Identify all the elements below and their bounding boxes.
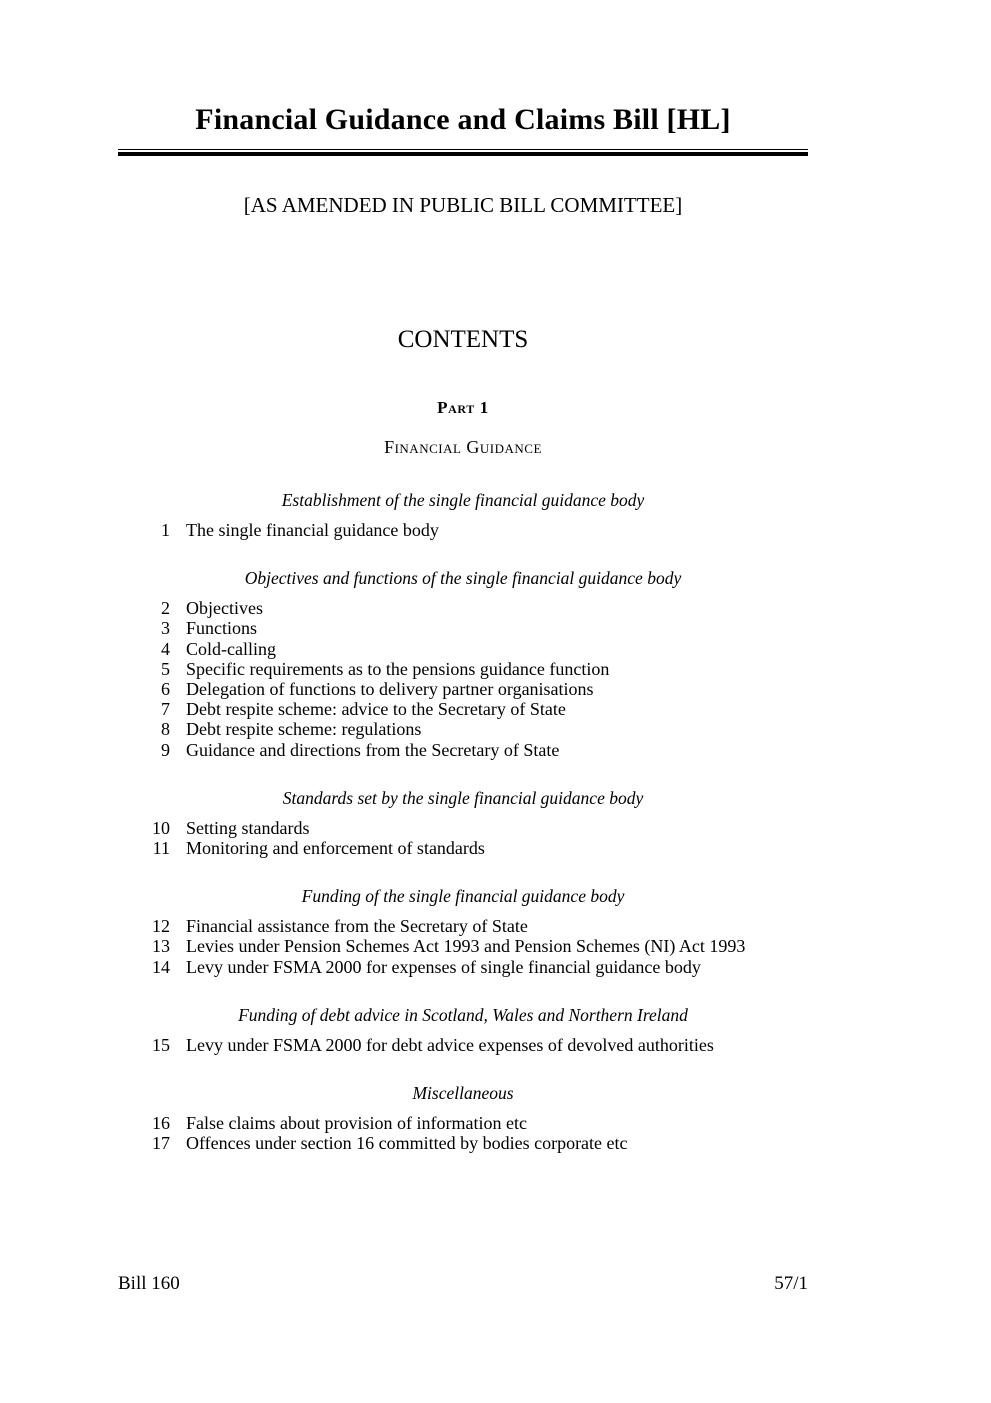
contents-entry[interactable] bbox=[118, 1113, 808, 1133]
amendment-note: [AS AMENDED IN PUBLIC BILL COMMITTEE] bbox=[243, 193, 683, 217]
entry-number: 8 bbox=[161, 719, 170, 740]
group-heading: Objectives and functions of the single financial guidance body bbox=[244, 568, 682, 589]
entry-title: Financial assistance from the Secretary of State bbox=[186, 916, 528, 937]
part-label: Part 1 bbox=[437, 398, 489, 417]
entry-number: 7 bbox=[161, 699, 170, 720]
entry-title: Levy under FSMA 2000 for debt advice expenses of devolved authorities bbox=[186, 1034, 714, 1055]
entry-title: Levy under FSMA 2000 for expenses of single financial guidance body bbox=[186, 956, 701, 977]
title-rule-thick bbox=[118, 152, 808, 156]
contents-entry[interactable] bbox=[118, 740, 808, 760]
contents-group bbox=[118, 1083, 808, 1153]
page-footer bbox=[118, 1273, 808, 1295]
group-heading: Establishment of the single financial guidance body bbox=[281, 489, 645, 510]
entry-title: Debt respite scheme: advice to the Secretary of State bbox=[186, 699, 566, 720]
contents-group bbox=[118, 568, 808, 760]
entry-title: Functions bbox=[186, 618, 258, 639]
group-heading: Funding of the single financial guidance body bbox=[301, 886, 625, 907]
entry-number: 1 bbox=[161, 519, 170, 540]
entry-number: 13 bbox=[152, 936, 170, 957]
group-heading: Miscellaneous bbox=[412, 1083, 514, 1104]
entry-title: Specific requirements as to the pensions guidance function bbox=[186, 658, 610, 679]
entry-number: 17 bbox=[152, 1133, 170, 1154]
contents-entry[interactable] bbox=[118, 957, 808, 977]
entry-title: Cold-calling bbox=[186, 638, 276, 659]
contents-group bbox=[118, 490, 808, 540]
entry-title: Levies under Pension Schemes Act 1993 and Pension Schemes (NI) Act 1993 bbox=[186, 936, 746, 957]
contents-entry[interactable] bbox=[118, 838, 808, 858]
bill-number: Bill 160 bbox=[118, 1273, 180, 1294]
entry-title: Objectives bbox=[186, 598, 263, 619]
entry-list bbox=[118, 818, 808, 858]
entry-title: Offences under section 16 committed by bodies corporate etc bbox=[186, 1133, 628, 1154]
entry-number: 12 bbox=[152, 916, 170, 937]
part-title: Financial Guidance bbox=[384, 437, 542, 458]
entry-title: Setting standards bbox=[186, 817, 310, 838]
group-heading: Standards set by the single financial guidance body bbox=[282, 787, 644, 808]
contents-heading: CONTENTS bbox=[397, 326, 529, 353]
contents-entry[interactable] bbox=[118, 818, 808, 838]
entry-list bbox=[118, 1035, 808, 1055]
contents-entry[interactable] bbox=[118, 699, 808, 719]
contents-entry[interactable] bbox=[118, 679, 808, 699]
entry-number: 2 bbox=[161, 598, 170, 619]
contents-group bbox=[118, 788, 808, 858]
table-of-contents bbox=[118, 398, 808, 1153]
contents-entry[interactable] bbox=[118, 618, 808, 638]
entry-list bbox=[118, 598, 808, 760]
contents-entry[interactable] bbox=[118, 639, 808, 659]
entry-title: Monitoring and enforcement of standards bbox=[186, 838, 485, 859]
contents-group bbox=[118, 886, 808, 977]
entry-number: 9 bbox=[161, 739, 170, 760]
entry-number: 11 bbox=[152, 838, 170, 859]
entry-number: 15 bbox=[152, 1034, 170, 1055]
contents-groups bbox=[118, 490, 808, 1153]
entry-number: 14 bbox=[152, 956, 170, 977]
entry-list bbox=[118, 916, 808, 977]
entry-title: False claims about provision of information etc bbox=[186, 1113, 527, 1134]
title-double-rule bbox=[118, 149, 808, 156]
entry-number: 6 bbox=[161, 679, 170, 699]
entry-title: Delegation of functions to delivery partner organisations bbox=[186, 679, 594, 699]
contents-entry[interactable] bbox=[118, 598, 808, 618]
contents-entry[interactable] bbox=[118, 936, 808, 956]
entry-number: 3 bbox=[161, 618, 170, 639]
entry-title: Guidance and directions from the Secretary of State bbox=[186, 739, 560, 760]
contents-entry[interactable] bbox=[118, 520, 808, 540]
contents-entry[interactable] bbox=[118, 1035, 808, 1055]
entry-number: 16 bbox=[152, 1113, 170, 1134]
contents-entry[interactable] bbox=[118, 659, 808, 679]
contents-group bbox=[118, 1005, 808, 1055]
title-rule-thin bbox=[118, 149, 808, 150]
contents-entry[interactable] bbox=[118, 916, 808, 936]
entry-list bbox=[118, 520, 808, 540]
contents-entry[interactable] bbox=[118, 1133, 808, 1153]
entry-title: Debt respite scheme: regulations bbox=[186, 719, 422, 740]
entry-title: The single financial guidance body bbox=[186, 519, 439, 540]
page-reference: 57/1 bbox=[774, 1273, 808, 1294]
entry-list bbox=[118, 1113, 808, 1153]
entry-number: 4 bbox=[161, 638, 170, 659]
entry-number: 5 bbox=[161, 658, 170, 679]
entry-number: 10 bbox=[152, 817, 170, 838]
group-heading: Funding of debt advice in Scotland, Wales and Northern Ireland bbox=[238, 1004, 688, 1025]
title-block bbox=[118, 103, 808, 156]
contents-entry[interactable] bbox=[118, 719, 808, 739]
page-title: Financial Guidance and Claims Bill [HL] bbox=[195, 103, 731, 136]
